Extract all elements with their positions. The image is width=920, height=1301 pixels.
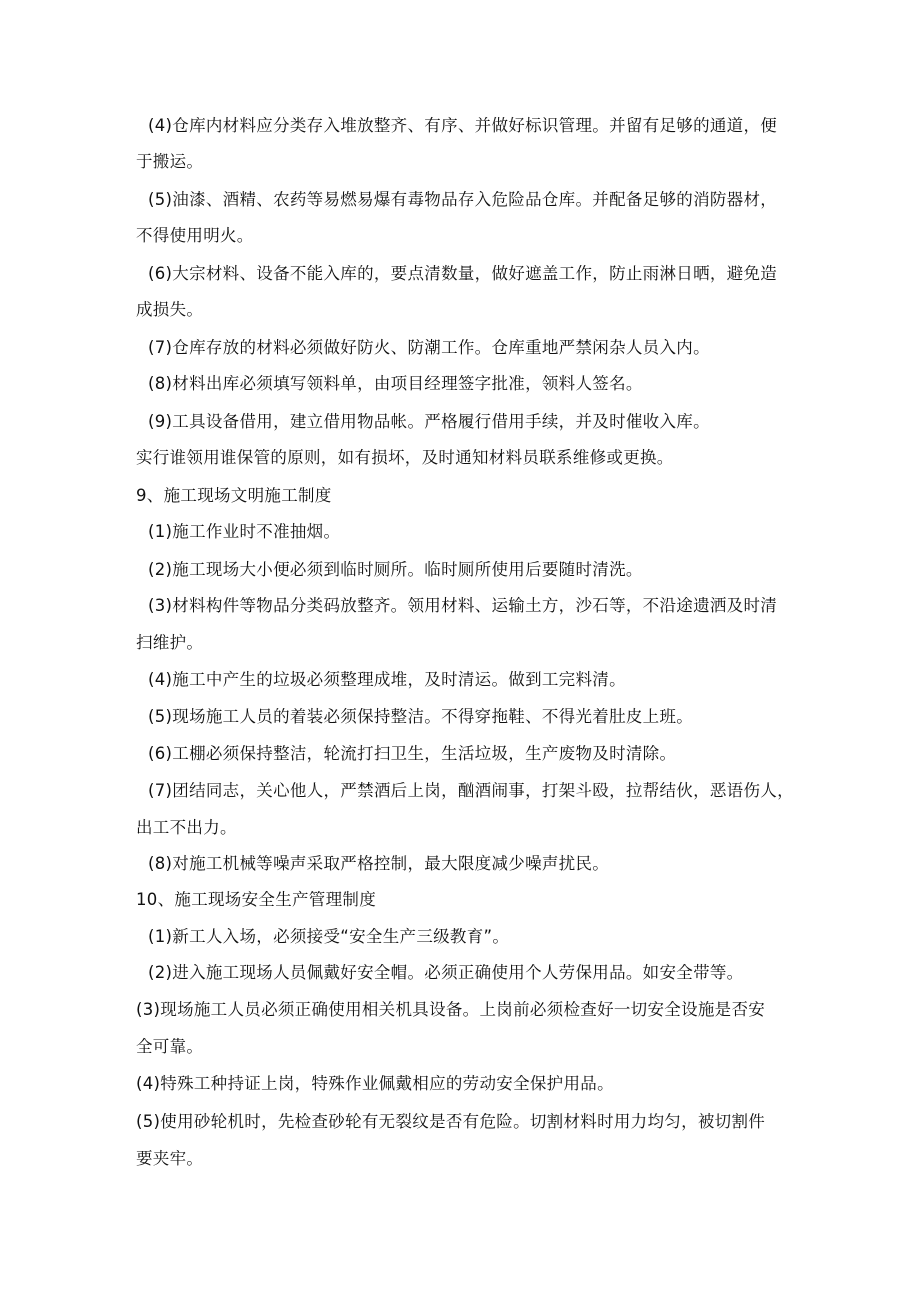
text-line: (6)工棚必须保持整洁，轮流打扫卫生，生活垃圾，生产废物及时清除。 [148, 744, 677, 763]
text-line: 扫维护。 [136, 633, 204, 652]
text-line: (5)油漆、酒精、农药等易燃易爆有毒物品存入危险品仓库。并配备足够的消防器材， [148, 190, 778, 209]
text-line: (2)进入施工现场人员佩戴好安全帽。必须正确使用个人劳保用品。如安全带等。 [148, 963, 744, 982]
text-line: (8)材料出库必须填写领料单，由项目经理签字批准，领料人签名。 [148, 374, 643, 393]
text-line: (1)施工作业时不准抽烟。 [148, 522, 341, 541]
text-line: (2)施工现场大小便必须到临时厕所。临时厕所使用后要随时清洗。 [148, 560, 643, 579]
section-heading: 9、施工现场文明施工制度 [136, 486, 332, 505]
text-line: 出工不出力。 [136, 818, 237, 837]
text-line: 成损失。 [136, 300, 204, 319]
text-line: (7)仓库存放的材料必须做好防火、防潮工作。仓库重地严禁闲杂人员入内。 [148, 338, 710, 357]
text-line: (1)新工人入场，必须接受“安全生产三级教育”。 [148, 927, 510, 946]
text-line: 全可靠。 [136, 1037, 204, 1056]
text-line: (5)使用砂轮机时，先检查砂轮有无裂纹是否有危险。切割材料时用力均匀，被切割件 [136, 1112, 766, 1131]
text-line: (3)材料构件等物品分类码放整齐。领用材料、运输土方，沙石等，不沿途遗洒及时清 [148, 596, 778, 615]
text-line: 于搬运。 [136, 152, 204, 171]
text-line: (4)仓库内材料应分类存入堆放整齐、有序、并做好标识管理。并留有足够的通道，便 [148, 116, 778, 135]
text-line: 实行谁领用谁保管的原则，如有损坏，及时通知材料员联系维修或更换。 [136, 448, 674, 467]
text-line: (4)施工中产生的垃圾必须整理成堆，及时清运。做到工完料清。 [148, 670, 626, 689]
text-line: (8)对施工机械等噪声采取严格控制，最大限度减少噪声扰民。 [148, 854, 610, 873]
text-line: (3)现场施工人员必须正确使用相关机具设备。上岗前必须检查好一切安全设施是否安 [136, 1000, 766, 1019]
text-line: (4)特殊工种持证上岗，特殊作业佩戴相应的劳动安全保护用品。 [136, 1074, 614, 1093]
text-line: (5)现场施工人员的着装必须保持整洁。不得穿拖鞋、不得光着肚皮上班。 [148, 707, 694, 726]
text-line: 不得使用明火。 [136, 226, 254, 245]
text-line: (6)大宗材料、设备不能入库的，要点清数量，做好遮盖工作，防止雨淋日晒，避免造 [148, 264, 778, 283]
text-line: (7)团结同志，关心他人，严禁酒后上岗，酗酒闹事，打架斗殴，拉帮结伙，恶语伤人， [148, 781, 794, 800]
section-heading: 10、施工现场安全生产管理制度 [136, 890, 376, 909]
text-line: 要夹牢。 [136, 1149, 204, 1168]
text-line: (9)工具设备借用，建立借用物品帐。严格履行借用手续，并及时催收入库。 [148, 412, 710, 431]
